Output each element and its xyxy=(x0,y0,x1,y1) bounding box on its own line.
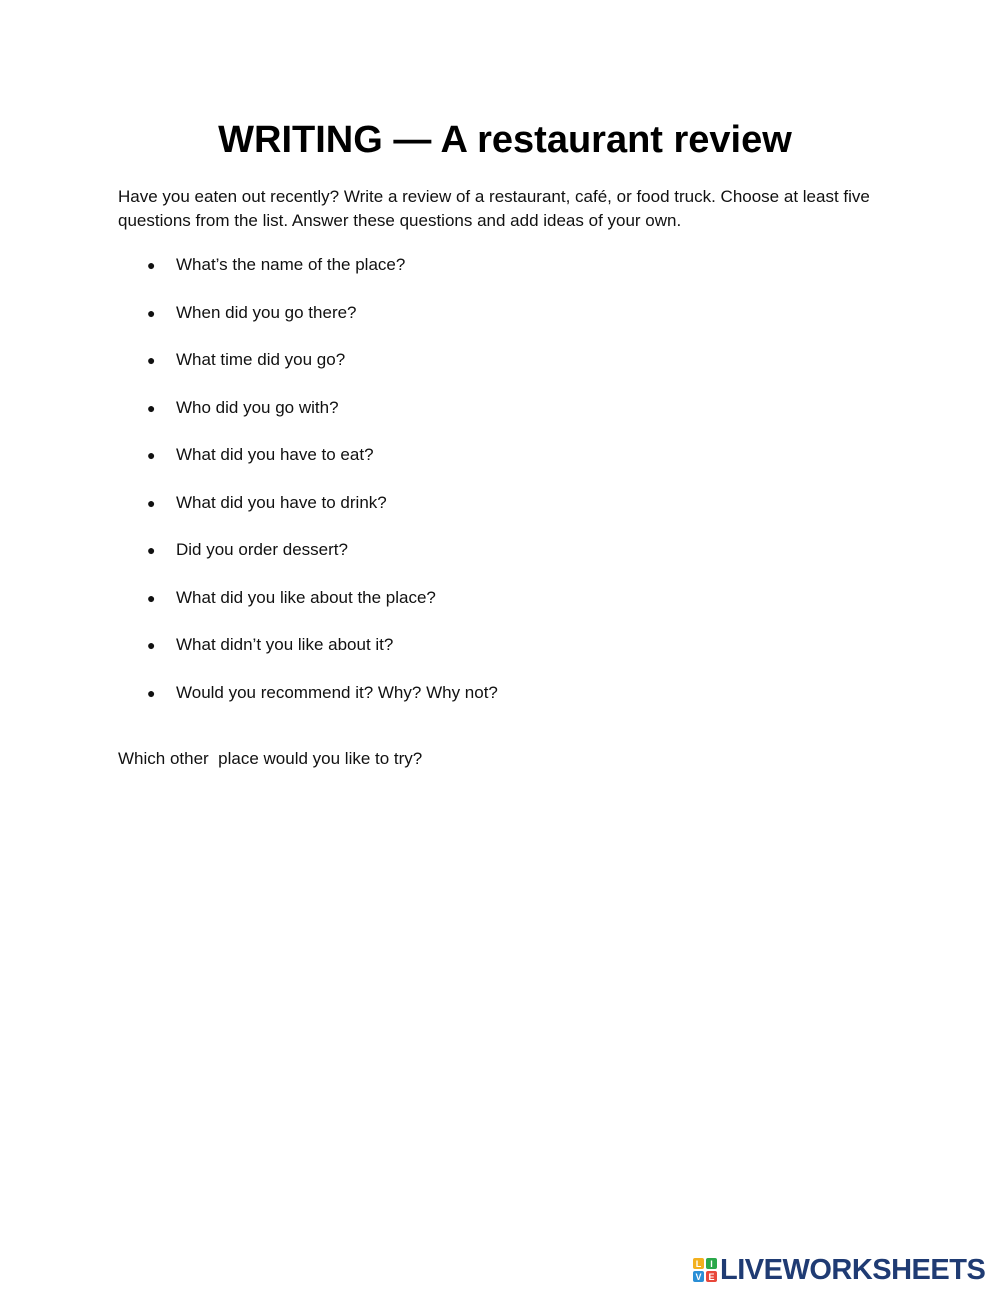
bullet-icon: ● xyxy=(147,257,156,273)
question-text: When did you go there? xyxy=(176,302,357,322)
question-text: Did you order dessert? xyxy=(176,540,348,559)
question-text: What didn’t you like about it? xyxy=(176,635,394,654)
brand-name: LIVEWORKSHEETS xyxy=(720,1254,986,1286)
page-title: WRITING — A restaurant review xyxy=(218,119,792,161)
question-text: What time did you go? xyxy=(176,350,346,369)
bullet-icon: ● xyxy=(147,589,156,606)
svg-text:L: L xyxy=(695,1259,702,1269)
bullet-icon: ● xyxy=(147,494,156,511)
question-text: Would you recommend it? Why? Why not? xyxy=(176,682,498,702)
bullet-icon: ● xyxy=(147,542,156,558)
svg-text:E: E xyxy=(708,1272,715,1282)
question-text: What’s the name of the place? xyxy=(176,255,406,274)
bullet-icon: ● xyxy=(147,447,156,463)
question-text: Who did you go with? xyxy=(176,397,339,417)
question-text: What did you have to eat? xyxy=(176,445,374,464)
svg-text:V: V xyxy=(695,1272,702,1282)
liveworksheets-brand xyxy=(692,1252,985,1288)
list-item xyxy=(0,348,1000,396)
bullet-icon: ● xyxy=(147,399,156,416)
list-item xyxy=(0,681,1000,729)
list-item xyxy=(0,443,1000,491)
list-item xyxy=(0,633,1000,681)
list-item xyxy=(0,396,1000,444)
bullet-icon: ● xyxy=(147,637,156,653)
bullet-icon: ● xyxy=(147,304,156,321)
instructions-paragraph: Have you eaten out recently? Write a review of a restaurant, café, or food truck. Choose at least five questions from the list. Answer these questions and add ideas of your own. xyxy=(118,187,870,230)
question-text: What did you have to drink? xyxy=(176,492,387,512)
bullet-icon: ● xyxy=(147,352,156,368)
bullet-icon: ● xyxy=(147,684,156,701)
list-item xyxy=(0,586,1000,634)
question-list xyxy=(0,253,1000,728)
closing-question: Which other place would you like to try? xyxy=(118,749,423,768)
svg-text:I: I xyxy=(710,1259,713,1269)
list-item xyxy=(0,491,1000,539)
liveworksheets-logo-icon xyxy=(692,1256,718,1284)
list-item xyxy=(0,538,1000,586)
list-item xyxy=(0,253,1000,301)
list-item xyxy=(0,301,1000,349)
question-text: What did you like about the place? xyxy=(176,587,436,607)
